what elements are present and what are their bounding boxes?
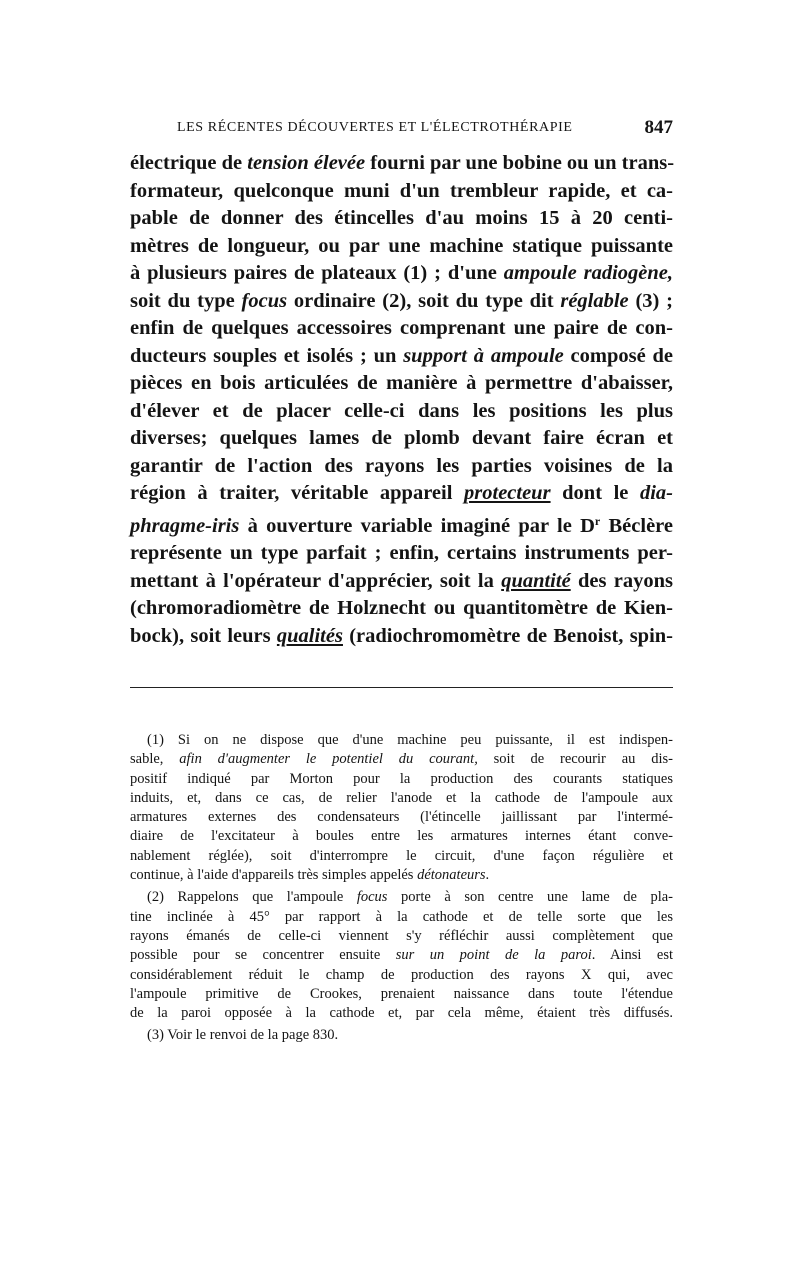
body-line: pièces en bois articulées de manière à permettre d'abaisser,: [130, 372, 673, 394]
body-line: bock), soit leurs qualités (radiochromomètre de Benoist, spin-: [130, 624, 673, 647]
footnotes: [130, 731, 673, 1046]
body-line: représente un type parfait ; enfin, certains instruments per-: [130, 542, 673, 564]
footnote-line: continue, à l'aide d'appareils très simples appelés détonateurs.: [130, 867, 490, 884]
body-line: formateur, quelconque muni d'un trembleur rapide, et ca-: [130, 179, 673, 202]
body-line: (chromoradiomètre de Holznecht ou quantitomètre de Kien-: [130, 597, 673, 619]
body-line: mettant à l'opérateur d'apprécier, soit la quantité des rayons: [130, 569, 673, 592]
body-line: à plusieurs paires de plateaux (1) ; d'une ampoule radiogène,: [130, 262, 673, 284]
footnote-2: [130, 888, 673, 1023]
footnote-line: possible pour se concentrer ensuite sur un point de la paroi. Ainsi est: [130, 947, 673, 964]
footnote-line: nablement réglée), soit d'interrompre le circuit, d'une façon régulière et: [130, 847, 673, 864]
footnote-line: tine inclinée à 45° par rapport à la cathode et de telle sorte que les: [130, 908, 673, 925]
footnote-line: rayons émanés de celle-ci viennent s'y réfléchir aussi complètement que: [130, 927, 673, 944]
body-line: mètres de longueur, ou par une machine statique puissante: [130, 234, 673, 257]
footnote-line: de la paroi opposée à la cathode et, par cela même, étaient très diffusés.: [130, 1005, 673, 1022]
body-line: d'élever et de placer celle-ci dans les positions les plus: [130, 399, 673, 422]
footnote-1: [130, 731, 673, 885]
body-line: phragme-iris à ouverture variable imaginé par le $D^r$ Béclère: [130, 513, 674, 537]
page-number: 847: [644, 117, 673, 138]
footnote-3: [130, 1026, 673, 1045]
footnote-line: induits, et, dans ce cas, de relier l'anode et la cathode de l'ampoule aux: [130, 789, 673, 806]
running-title: LES RÉCENTES DÉCOUVERTES ET L'ÉLECTROTHÉRAPIE: [177, 120, 573, 135]
footnote-line: diaire de l'excitateur à boules entre les armatures internes étant conve-: [130, 828, 673, 845]
footnote-line: armatures externes des condensateurs (l'étincelle jaillissant par l'intermé-: [130, 809, 673, 826]
footnote-line: (1) Si on ne dispose que d'une machine peu puissante, il est indispen-: [147, 732, 673, 748]
body-paragraph: [130, 150, 673, 650]
footnote-line: (3) Voir le renvoi de la page 830.: [147, 1027, 339, 1044]
body-line: enfin de quelques accessoires comprenant une paire de con-: [130, 317, 673, 339]
body-line: diverses; quelques lames de plomb devant faire écran et: [130, 427, 673, 449]
body-line: électrique de tension élevée fourni par une bobine ou un trans-: [130, 152, 675, 174]
body-line: soit du type focus ordinaire (2), soit du type dit réglable (3) ;: [130, 289, 673, 312]
body-line: ducteurs souples et isolés ; un support à ampoule composé de: [130, 344, 674, 367]
body-line: région à traiter, véritable appareil protecteur dont le dia-: [130, 482, 673, 504]
footnote-line: sable, afin d'augmenter le potentiel du courant, soit de recourir au dis-: [130, 751, 673, 768]
footnote-line: positif indiqué par Morton pour la production des courants statiques: [130, 770, 673, 787]
footnote-line: (2) Rappelons que l'ampoule focus porte à son centre une lame de pla-: [147, 889, 673, 906]
footnote-line: l'ampoule primitive de Crookes, prenaient naissance dans toute l'étendue: [130, 985, 673, 1002]
footnote-line: considérablement réduit le champ de production des rayons X qui, avec: [130, 966, 673, 983]
body-line: garantir de l'action des rayons les parties voisines de la: [130, 454, 673, 477]
body-line: pable de donner des étincelles d'au moins 15 à 20 centi-: [130, 207, 673, 229]
footnote-separator: [130, 687, 673, 688]
running-header: [177, 117, 673, 144]
